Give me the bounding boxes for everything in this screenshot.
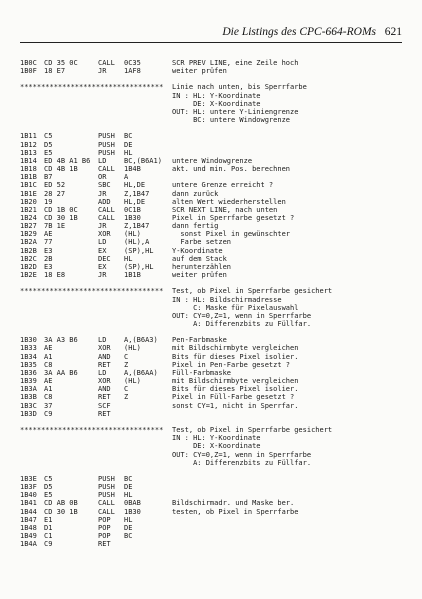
header-comment-line — [20, 100, 412, 108]
code-line — [20, 132, 412, 140]
comment: Pen-Farbmaske — [172, 336, 227, 345]
routine-note: IN : HL: Y-Koordinate — [172, 434, 261, 443]
opcode-bytes: C8 — [44, 393, 53, 402]
comment: Bits für dieses Pixel isolier. — [172, 385, 299, 394]
address: 1B18 — [20, 165, 37, 174]
mnemonic: AND — [98, 385, 111, 394]
opcode-bytes: D1 — [44, 523, 53, 532]
code-line — [20, 491, 412, 499]
header-comment-line — [20, 312, 412, 320]
opcode-bytes: B7 — [44, 173, 53, 182]
address: 1B36 — [20, 368, 37, 377]
header-comment-line — [20, 320, 412, 328]
address: 1B3A — [20, 385, 37, 394]
operand: DE — [124, 523, 133, 532]
opcode-bytes: AE — [44, 344, 53, 353]
operand: DE — [124, 483, 133, 492]
mnemonic: JR — [98, 222, 107, 231]
header-comment-line — [20, 287, 412, 295]
header-comment-line — [20, 459, 412, 467]
code-line — [20, 377, 412, 385]
routine-note: Linie nach unten, bis Sperrfarbe — [172, 83, 307, 92]
code-line — [20, 483, 412, 491]
routine-note: OUT: HL: untere Y-Liniengrenze — [172, 107, 299, 116]
address: 1B34 — [20, 352, 37, 361]
operand: BC — [124, 132, 133, 141]
address: 1B13 — [20, 148, 37, 157]
opcode-bytes: C9 — [44, 540, 53, 549]
operand: DE — [124, 140, 133, 149]
operand: A,(B6A3) — [124, 336, 158, 345]
code-line — [20, 173, 412, 181]
operand: 1B4B — [124, 165, 141, 174]
code-line — [20, 247, 412, 255]
opcode-bytes: ED 52 — [44, 181, 66, 190]
address: 1B48 — [20, 523, 37, 532]
operand: (HL),A — [124, 238, 150, 247]
opcode-bytes: CD 4B 1B — [44, 165, 78, 174]
address: 1B2E — [20, 271, 37, 280]
comment: alten Wert wiederherstellen — [172, 197, 286, 206]
mnemonic: EX — [98, 262, 107, 271]
code-line — [20, 165, 412, 173]
code-line — [20, 540, 412, 548]
mnemonic: PUSH — [98, 132, 115, 141]
code-line — [20, 410, 412, 418]
mnemonic: RET — [98, 393, 111, 402]
mnemonic: LD — [98, 238, 107, 247]
header-comment-line — [20, 426, 412, 434]
opcode-bytes: E3 — [44, 262, 53, 271]
operand: HL — [124, 491, 133, 500]
comment: Bits für dieses Pixel isolier. — [172, 352, 299, 361]
operand: 1B30 — [124, 507, 141, 516]
code-line — [20, 263, 412, 271]
comment: dann fertig — [172, 222, 219, 231]
comment: herunterzählen — [172, 262, 232, 271]
address: 1B29 — [20, 230, 37, 239]
address: 1B24 — [20, 213, 37, 222]
code-line — [20, 214, 412, 222]
block-gap — [20, 328, 412, 336]
mnemonic: LD — [98, 368, 107, 377]
opcode-bytes: E1 — [44, 515, 53, 524]
comment: mit Bildschirmbyte vergleichen — [172, 377, 299, 386]
code-line — [20, 255, 412, 263]
mnemonic: PUSH — [98, 474, 115, 483]
comment: untere Windowgrenze — [172, 156, 253, 165]
address: 1B33 — [20, 344, 37, 353]
address: 1B41 — [20, 499, 37, 508]
address: 1B35 — [20, 360, 37, 369]
code-line — [20, 198, 412, 206]
code-line — [20, 475, 412, 483]
code-line — [20, 369, 412, 377]
mnemonic: POP — [98, 515, 111, 524]
address: 1B3B — [20, 393, 37, 402]
operand: HL — [124, 148, 133, 157]
code-line — [20, 385, 412, 393]
address: 1B30 — [20, 336, 37, 345]
block-gap — [20, 124, 412, 132]
opcode-bytes: 77 — [44, 238, 53, 247]
code-line — [20, 181, 412, 189]
address: 1B39 — [20, 377, 37, 386]
mnemonic: RET — [98, 360, 111, 369]
star-separator: ********************************** — [20, 287, 164, 296]
address: 1B0F — [20, 67, 37, 76]
comment: auf dem Stack — [172, 254, 227, 263]
routine-note: BC: untere Windowgrenze — [172, 116, 291, 125]
operand: Z,1B47 — [124, 189, 150, 198]
opcode-bytes: E5 — [44, 491, 53, 500]
opcode-bytes: 18 E8 — [44, 271, 66, 280]
comment: testen, ob Pixel in Sperrfarbe — [172, 507, 299, 516]
mnemonic: EX — [98, 246, 107, 255]
mnemonic: LD — [98, 336, 107, 345]
opcode-bytes: 37 — [44, 401, 53, 410]
code-line — [20, 230, 412, 238]
code-line — [20, 499, 412, 507]
mnemonic: AND — [98, 352, 111, 361]
code-line — [20, 238, 412, 246]
address: 1B49 — [20, 532, 37, 541]
code-line — [20, 141, 412, 149]
routine-note: A: Differenzbits zu Füllfar. — [172, 320, 312, 328]
address: 1B44 — [20, 507, 37, 516]
mnemonic: ADD — [98, 197, 111, 206]
comment: Bildschirmadr. und Maske ber. — [172, 499, 295, 508]
opcode-bytes: A1 — [44, 385, 53, 394]
mnemonic: CALL — [98, 507, 115, 516]
mnemonic: JR — [98, 67, 107, 76]
mnemonic: JR — [98, 189, 107, 198]
address: 1B21 — [20, 205, 37, 214]
mnemonic: XOR — [98, 230, 111, 239]
opcode-bytes: C1 — [44, 532, 53, 541]
operand: (HL) — [124, 377, 141, 386]
opcode-bytes: CD 30 1B — [44, 507, 78, 516]
address: 1B4A — [20, 540, 37, 549]
comment: weiter prüfen — [172, 67, 227, 76]
opcode-bytes: C5 — [44, 132, 53, 141]
code-line — [20, 206, 412, 214]
mnemonic: CALL — [98, 165, 115, 174]
header-comment-line — [20, 92, 412, 100]
address: 1B1C — [20, 181, 37, 190]
routine-note: OUT: CY=0,Z=1, wenn in Sperrfarbe — [172, 311, 312, 320]
comment: sonst CY=1, nicht in Sperrfar. — [172, 401, 299, 410]
comment: Pixel in Füll-Farbe gesetzt ? — [172, 393, 295, 402]
operand: BC — [124, 532, 133, 541]
address: 1B0C — [20, 59, 37, 67]
mnemonic: RET — [98, 540, 111, 549]
code-line — [20, 361, 412, 369]
header-rule — [20, 42, 402, 43]
address: 1B3E — [20, 474, 37, 483]
opcode-bytes: 2B — [44, 254, 53, 263]
routine-note: DE: X-Koordinate — [172, 442, 261, 451]
operand: HL — [124, 515, 133, 524]
address: 1B11 — [20, 132, 37, 141]
address: 1B3C — [20, 401, 37, 410]
opcode-bytes: ED 4B A1 B6 — [44, 156, 91, 165]
mnemonic: RET — [98, 409, 111, 418]
address: 1B2D — [20, 262, 37, 271]
mnemonic: SCF — [98, 401, 111, 410]
operand: C — [124, 352, 129, 361]
code-line — [20, 516, 412, 524]
opcode-bytes: E3 — [44, 246, 53, 255]
mnemonic: JR — [98, 271, 107, 280]
star-separator: ********************************** — [20, 83, 164, 92]
address: 1B2B — [20, 246, 37, 255]
opcode-bytes: AE — [44, 377, 53, 386]
opcode-bytes: 28 27 — [44, 189, 66, 198]
address: 1B27 — [20, 222, 37, 231]
page-header — [20, 26, 402, 42]
comment: mit Bildschirmbyte vergleichen — [172, 344, 299, 353]
comment: Farbe setzen — [172, 238, 232, 247]
code-line — [20, 190, 412, 198]
address: 1B20 — [20, 197, 37, 206]
opcode-bytes: CD 1B 0C — [44, 205, 78, 214]
operand: (HL) — [124, 230, 141, 239]
operand: HL,DE — [124, 181, 146, 190]
comment: akt. und min. Pos. berechnen — [172, 165, 291, 174]
header-comment-line — [20, 108, 412, 116]
operand: Z — [124, 360, 129, 369]
code-line — [20, 149, 412, 157]
address: 1B3D — [20, 409, 37, 418]
routine-note: IN : HL: Bildschirmadresse — [172, 295, 282, 304]
assembly-listing — [20, 59, 412, 548]
star-separator: ********************************** — [20, 426, 164, 435]
opcode-bytes: CD 30 1B — [44, 213, 78, 222]
opcode-bytes: 18 E7 — [44, 67, 66, 76]
operand: 1B30 — [124, 213, 141, 222]
mnemonic: CALL — [98, 213, 115, 222]
operand: C — [124, 385, 129, 394]
block-gap — [20, 279, 412, 287]
operand: A,(B6AA) — [124, 368, 158, 377]
opcode-bytes: CD 35 0C — [44, 59, 78, 67]
page-number: 621 — [384, 26, 402, 38]
comment: SCR PREV LINE, eine Zeile hoch — [172, 59, 299, 67]
code-line — [20, 67, 412, 75]
mnemonic: PUSH — [98, 483, 115, 492]
code-line — [20, 271, 412, 279]
opcode-bytes: AE — [44, 230, 53, 239]
comment: SCR NEXT LINE, nach unten — [172, 205, 278, 214]
operand: 0BAB — [124, 499, 141, 508]
opcode-bytes: E5 — [44, 148, 53, 157]
opcode-bytes: 3A AA B6 — [44, 368, 78, 377]
operand: 1AF8 — [124, 67, 141, 76]
operand: BC,(B6A1) — [124, 156, 162, 165]
comment: sonst Pixel in gewünschter — [172, 230, 291, 239]
comment: Füll-Farbmaske — [172, 368, 232, 377]
mnemonic: PUSH — [98, 491, 115, 500]
opcode-bytes: CD AB 0B — [44, 499, 78, 508]
opcode-bytes: D5 — [44, 140, 53, 149]
mnemonic: PUSH — [98, 148, 115, 157]
mnemonic: XOR — [98, 377, 111, 386]
mnemonic: DEC — [98, 254, 111, 263]
header-comment-line — [20, 296, 412, 304]
header-comment-line — [20, 434, 412, 442]
operand: 0C35 — [124, 59, 141, 67]
code-line — [20, 402, 412, 410]
address: 1B47 — [20, 515, 37, 524]
routine-note: Test, ob Pixel in Sperrfarbe gesichert — [172, 426, 333, 435]
code-line — [20, 508, 412, 516]
mnemonic: SBC — [98, 181, 111, 190]
code-line — [20, 157, 412, 165]
operand: (SP),HL — [124, 246, 154, 255]
routine-note: Test, ob Pixel in Sperrfarbe gesichert — [172, 287, 333, 296]
operand: HL — [124, 254, 133, 263]
operand: 1B1B — [124, 271, 141, 280]
header-comment-line — [20, 83, 412, 91]
address: 1B1B — [20, 173, 37, 182]
address: 1B3F — [20, 483, 37, 492]
operand: BC — [124, 474, 133, 483]
operand: HL,DE — [124, 197, 146, 206]
address: 1B12 — [20, 140, 37, 149]
opcode-bytes: A1 — [44, 352, 53, 361]
header-comment-line — [20, 442, 412, 450]
code-line — [20, 344, 412, 352]
operand: Z — [124, 393, 129, 402]
code-line — [20, 532, 412, 540]
mnemonic: CALL — [98, 499, 115, 508]
routine-note: OUT: CY=0,Z=1, wenn in Sperrfarbe — [172, 450, 312, 459]
operand: (HL) — [124, 344, 141, 353]
comment: Pixel in Sperrfarbe gesetzt ? — [172, 213, 295, 222]
operand: Z,1B47 — [124, 222, 150, 231]
mnemonic: LD — [98, 156, 107, 165]
code-line — [20, 524, 412, 532]
address: 1B2A — [20, 238, 37, 247]
mnemonic: CALL — [98, 59, 115, 67]
opcode-bytes: C8 — [44, 360, 53, 369]
mnemonic: CALL — [98, 205, 115, 214]
block-gap — [20, 418, 412, 426]
operand: (SP),HL — [124, 262, 154, 271]
opcode-bytes: 3A A3 B6 — [44, 336, 78, 345]
comment: weiter prüfen — [172, 271, 227, 280]
running-title: Die Listings des CPC-664-ROMs — [222, 26, 376, 38]
comment: untere Grenze erreicht ? — [172, 181, 274, 190]
comment: Y-Koordinate — [172, 246, 223, 255]
block-gap — [20, 75, 412, 83]
opcode-bytes: C5 — [44, 474, 53, 483]
address: 1B2C — [20, 254, 37, 263]
code-line — [20, 336, 412, 344]
comment: dann zurück — [172, 189, 219, 198]
operand: 0C1B — [124, 205, 141, 214]
code-line — [20, 393, 412, 401]
address: 1B40 — [20, 491, 37, 500]
address: 1B14 — [20, 156, 37, 165]
mnemonic: PUSH — [98, 140, 115, 149]
opcode-bytes: D5 — [44, 483, 53, 492]
opcode-bytes: 7B 1E — [44, 222, 66, 231]
routine-note: A: Differenzbits zu Füllfar. — [172, 458, 312, 467]
routine-note: C: Maske für Pixelauswahl — [172, 303, 299, 312]
opcode-bytes: 19 — [44, 197, 53, 206]
opcode-bytes: C9 — [44, 409, 53, 418]
block-gap — [20, 467, 412, 475]
code-line — [20, 222, 412, 230]
mnemonic: POP — [98, 532, 111, 541]
address: 1B1E — [20, 189, 37, 198]
routine-note: DE: X-Koordinate — [172, 99, 261, 108]
mnemonic: POP — [98, 523, 111, 532]
comment: Pixel in Pen-Farbe gesetzt ? — [172, 360, 291, 369]
code-line — [20, 353, 412, 361]
header-comment-line — [20, 304, 412, 312]
mnemonic: OR — [98, 173, 107, 182]
header-comment-line — [20, 116, 412, 124]
operand: A — [124, 173, 129, 182]
routine-note: IN : HL: Y-Koordinate — [172, 91, 261, 100]
code-line — [20, 59, 412, 67]
header-comment-line — [20, 451, 412, 459]
mnemonic: XOR — [98, 344, 111, 353]
